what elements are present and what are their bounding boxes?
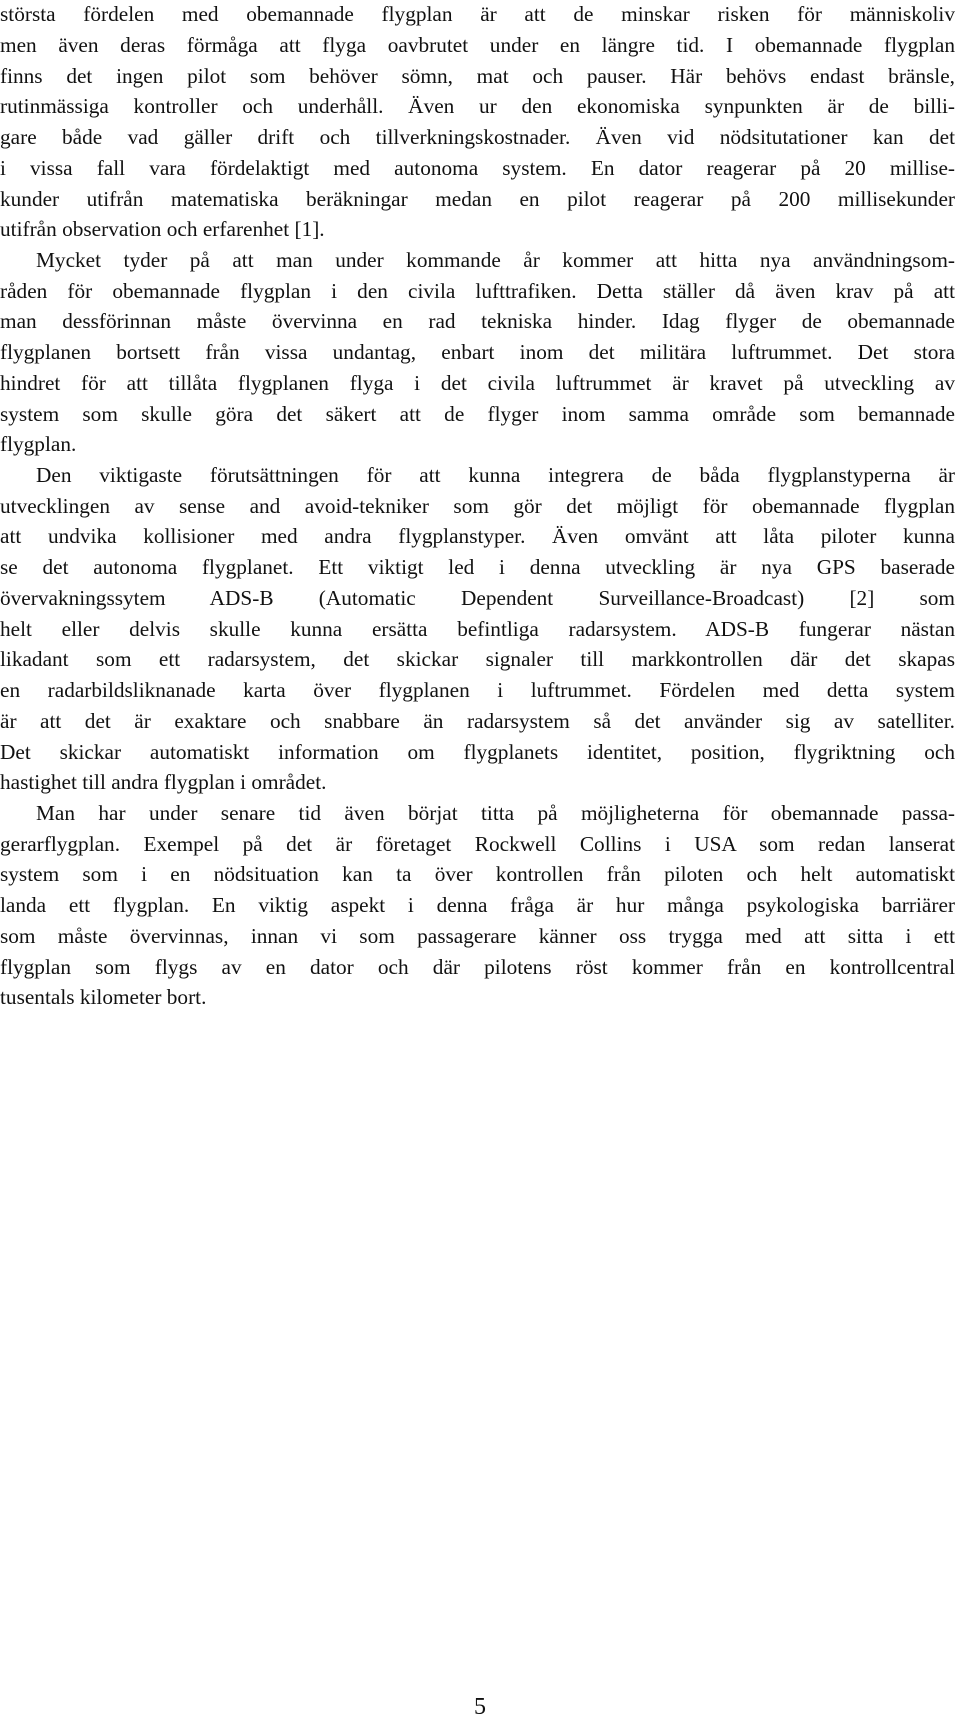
text-line: Mycket tyder på att man under kommande år kommer att hitta nya användningsom- (36, 248, 955, 272)
text-line: man dessförinnan måste övervinna en rad tekniska hinder. Idag flyger de obemannade (0, 309, 955, 333)
text-line: landa ett flygplan. En viktig aspekt i denna fråga är hur många psykologiska barriärer (0, 893, 955, 917)
text-line: system som i en nödsituation kan ta över kontrollen från piloten och helt automatiskt (0, 862, 955, 886)
text-line: helt eller delvis skulle kunna ersätta befintliga radarsystem. ADS-B fungerar nästan (0, 617, 955, 641)
text-line: hindret för att tillåta flygplanen flyga i det civila luftrummet är kravet på utveckling av (0, 371, 955, 395)
text-line: råden för obemannade flygplan i den civila lufttrafiken. Detta ställer då även krav på att (0, 279, 955, 303)
text-line: finns det ingen pilot som behöver sömn, mat och pauser. Här behövs endast bränsle, (0, 64, 955, 88)
text-line: Man har under senare tid även börjat titta på möjligheterna för obemannade passa- (36, 801, 955, 825)
text-line: se det autonoma flygplanet. Ett viktigt led i denna utveckling är nya GPS baserade (0, 555, 955, 579)
text-line: rutinmässiga kontroller och underhåll. Även ur den ekonomiska synpunkten är de billi- (0, 94, 955, 118)
text-line: att undvika kollisioner med andra flygplanstyper. Även omvänt att låta piloter kunna (0, 524, 955, 548)
text-line: är att det är exaktare och snabbare än radarsystem så det använder sig av satelliter. (0, 709, 955, 733)
text-line: likadant som ett radarsystem, det skickar signaler till markkontrollen där det skapas (0, 647, 955, 671)
text-line: hastighet till andra flygplan i området. (0, 770, 327, 794)
text-line: Det skickar automatiskt information om flygplanets identitet, position, flygriktning och (0, 740, 955, 764)
text-line: gerarflygplan. Exempel på det är företaget Rockwell Collins i USA som redan lanserat (0, 832, 955, 856)
page-number: 5 (474, 1694, 486, 1720)
text-line: flygplan. (0, 432, 77, 456)
text-line: som måste övervinnas, innan vi som passagerare känner oss trygga med att sitta i ett (0, 924, 955, 948)
text-line: övervakningssytem ADS-B (Automatic Dependent Surveillance-Broadcast) [2] som (0, 586, 955, 610)
text-line: gare både vad gäller drift och tillverkningskostnader. Även vid nödsitutationer kan det (0, 125, 955, 149)
text-line: flygplan som flygs av en dator och där pilotens röst kommer från en kontrollcentral (0, 955, 955, 979)
text-line: en radarbildsliknanade karta över flygplanen i luftrummet. Fördelen med detta system (0, 678, 955, 702)
text-line: tusentals kilometer bort. (0, 985, 207, 1009)
text-line: system som skulle göra det säkert att de flyger inom samma område som bemannade (0, 402, 955, 426)
text-line: kunder utifrån matematiska beräkningar medan en pilot reagerar på 200 millisekunder (0, 187, 955, 211)
text-line: utifrån observation och erfarenhet [1]. (0, 217, 325, 241)
text-line: största fördelen med obemannade flygplan är att de minskar risken för människoliv (0, 2, 955, 26)
text-line: men även deras förmåga att flyga oavbrutet under en längre tid. I obemannade flygplan (0, 33, 955, 57)
text-line: i vissa fall vara fördelaktigt med autonoma system. En dator reagerar på 20 millise- (0, 156, 955, 180)
text-line: utvecklingen av sense and avoid-tekniker som gör det möjligt för obemannade flygplan (0, 494, 955, 518)
text-line: Den viktigaste förutsättningen för att kunna integrera de båda flygplanstyperna är (36, 463, 955, 487)
text-line: flygplanen bortsett från vissa undantag, enbart inom det militära luftrummet. Det stora (0, 340, 955, 364)
